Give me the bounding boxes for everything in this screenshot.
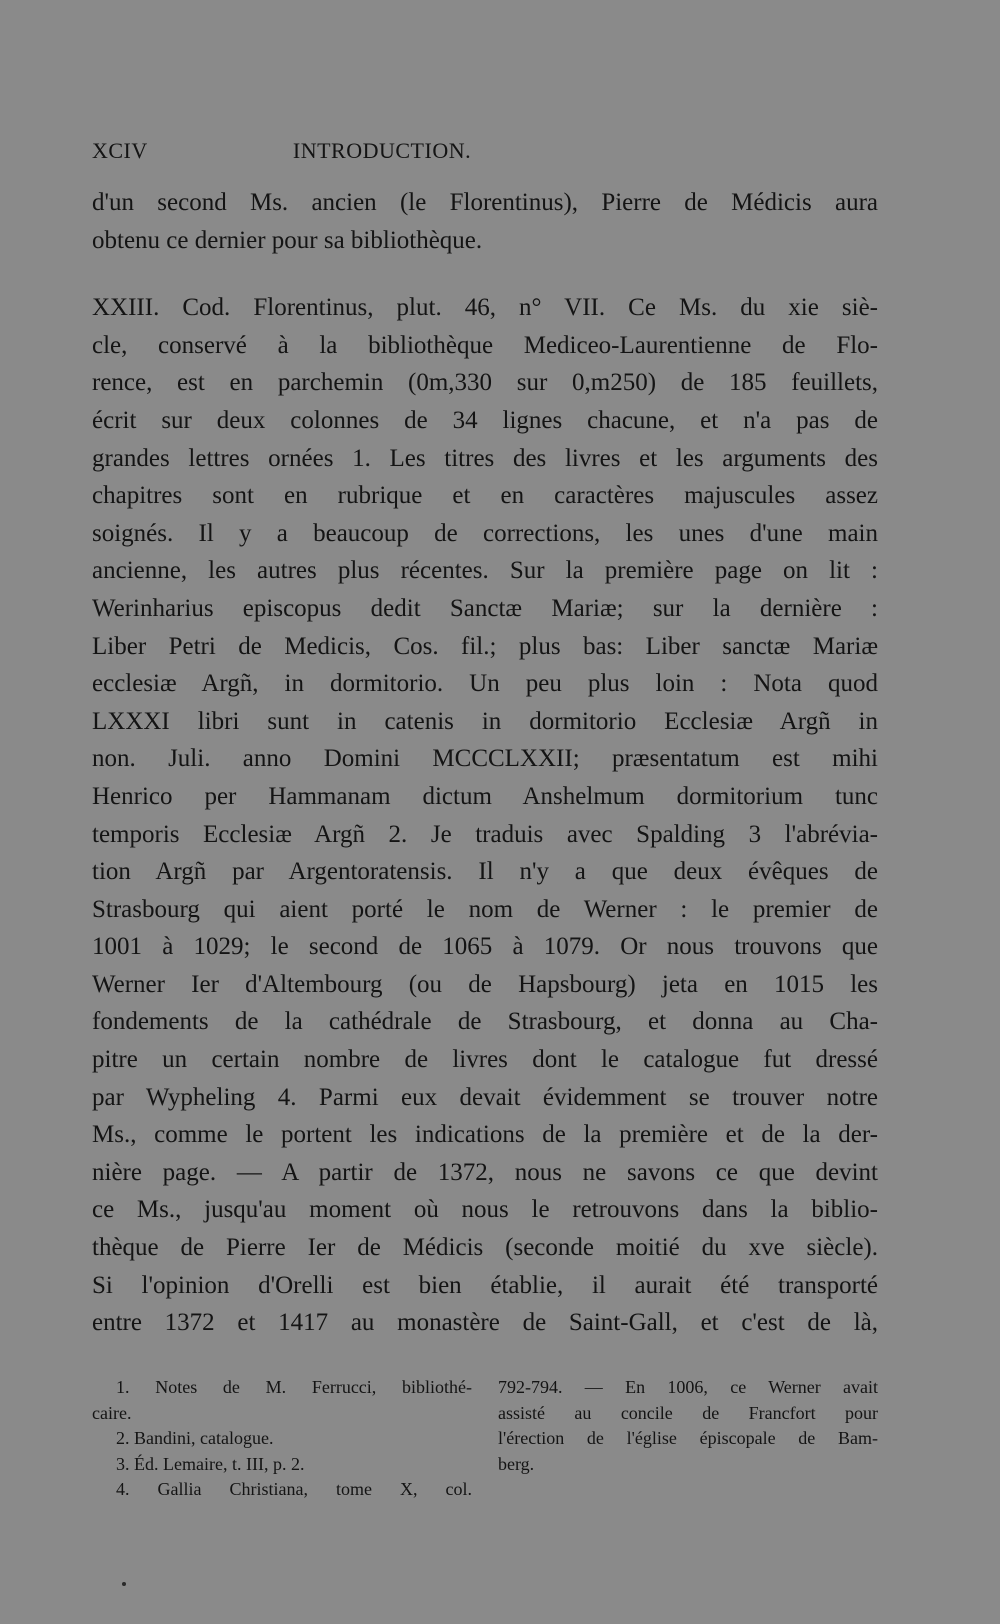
text-line: par Wypheling 4. Parmi eux devait évidemment se trouver notre bbox=[92, 1083, 878, 1111]
footnotes-right-column bbox=[498, 1375, 878, 1477]
text-line: cle, conservé à la bibliothèque Mediceo-Laurentienne de Flo- bbox=[92, 331, 878, 359]
text-line: thèque de Pierre Ier de Médicis (seconde moitié du xve siècle). bbox=[92, 1234, 878, 1262]
text-line: Si l'opinion d'Orelli est bien établie, il aurait été transporté bbox=[92, 1271, 878, 1299]
ink-speck bbox=[122, 1582, 126, 1586]
text-line: rence, est en parchemin (0m,330 sur 0,m250) de 185 feuillets, bbox=[92, 369, 878, 397]
text-line: Henrico per Hammanam dictum Anshelmum dormitorium tunc bbox=[92, 782, 878, 810]
footnote-line: 1. Notes de M. Ferrucci, bibliothé- bbox=[116, 1377, 472, 1397]
text-line: Liber Petri de Medicis, Cos. fil.; plus bas: Liber sanctæ Mariæ bbox=[92, 632, 878, 660]
text-line: obtenu ce dernier pour sa bibliothèque. bbox=[92, 226, 483, 254]
text-line: entre 1372 et 1417 au monastère de Saint-Gall, et c'est de là, bbox=[92, 1309, 878, 1337]
text-line: Werner Ier d'Altembourg (ou de Hapsbourg) jeta en 1015 les bbox=[92, 970, 878, 998]
text-line: soignés. Il y a beaucoup de corrections, les unes d'une main bbox=[92, 519, 878, 547]
page-number: XCIV bbox=[92, 138, 148, 163]
paragraph-gap bbox=[92, 259, 878, 289]
text-line: chapitres sont en rubrique et en caractères majuscules assez bbox=[92, 482, 878, 510]
footnote-line: 3. Éd. Lemaire, t. III, p. 2. bbox=[116, 1453, 305, 1474]
text-line: Ms., comme le portent les indications de la première et de la der- bbox=[92, 1121, 878, 1149]
footnote-line: l'érection de l'église épiscopale de Bam- bbox=[498, 1428, 878, 1448]
body-text bbox=[92, 184, 878, 1342]
text-line: tion Argñ par Argentoratensis. Il n'y a que deux évêques de bbox=[92, 858, 878, 886]
text-line: LXXXI libri sunt in catenis in dormitorio Ecclesiæ Argñ in bbox=[92, 707, 878, 735]
footnote-line: 792-794. — En 1006, ce Werner avait bbox=[498, 1377, 878, 1397]
text-line: nière page. — A partir de 1372, nous ne savons ce que devint bbox=[92, 1158, 878, 1186]
text-line: temporis Ecclesiæ Argñ 2. Je traduis avec Spalding 3 l'abrévia- bbox=[92, 820, 878, 848]
running-header bbox=[92, 138, 584, 168]
text-line: grandes lettres ornées 1. Les titres des livres et les arguments des bbox=[92, 444, 878, 472]
text-line: ancienne, les autres plus récentes. Sur la première page on lit : bbox=[92, 557, 878, 585]
footnote-line: berg. bbox=[498, 1453, 535, 1474]
text-line: ecclesiæ Argñ, in dormitorio. Un peu plus loin : Nota quod bbox=[92, 670, 878, 698]
footnotes-left-column bbox=[92, 1375, 472, 1503]
text-line: écrit sur deux colonnes de 34 lignes chacune, et n'a pas de bbox=[92, 406, 878, 434]
text-line: pitre un certain nombre de livres dont le catalogue fut dressé bbox=[92, 1046, 878, 1074]
footnote-line: assisté au concile de Francfort pour bbox=[498, 1402, 878, 1423]
text-line: XXIII. Cod. Florentinus, plut. 46, n° VII. Ce Ms. du xie siè- bbox=[92, 294, 878, 322]
text-line: 1001 à 1029; le second de 1065 à 1079. Or nous trouvons que bbox=[92, 933, 878, 961]
text-line: Werinharius episcopus dedit Sanctæ Mariæ; sur la dernière : bbox=[92, 594, 878, 622]
text-line: fondements de la cathédrale de Strasbourg, et donna au Cha- bbox=[92, 1008, 878, 1036]
footnote-line: caire. bbox=[92, 1402, 132, 1423]
running-title: INTRODUCTION. bbox=[292, 138, 472, 163]
text-line: Strasbourg qui aient porté le nom de Werner : le premier de bbox=[92, 895, 878, 923]
text-line: ce Ms., jusqu'au moment où nous le retrouvons dans la biblio- bbox=[92, 1196, 878, 1224]
text-line: d'un second Ms. ancien (le Florentinus), Pierre de Médicis aura bbox=[92, 189, 878, 216]
text-line: non. Juli. anno Domini MCCCLXXII; præsentatum est mihi bbox=[92, 745, 878, 773]
footnote-line: 2. Bandini, catalogue. bbox=[116, 1428, 274, 1448]
footnote-line: 4. Gallia Christiana, tome X, col. bbox=[116, 1479, 472, 1499]
